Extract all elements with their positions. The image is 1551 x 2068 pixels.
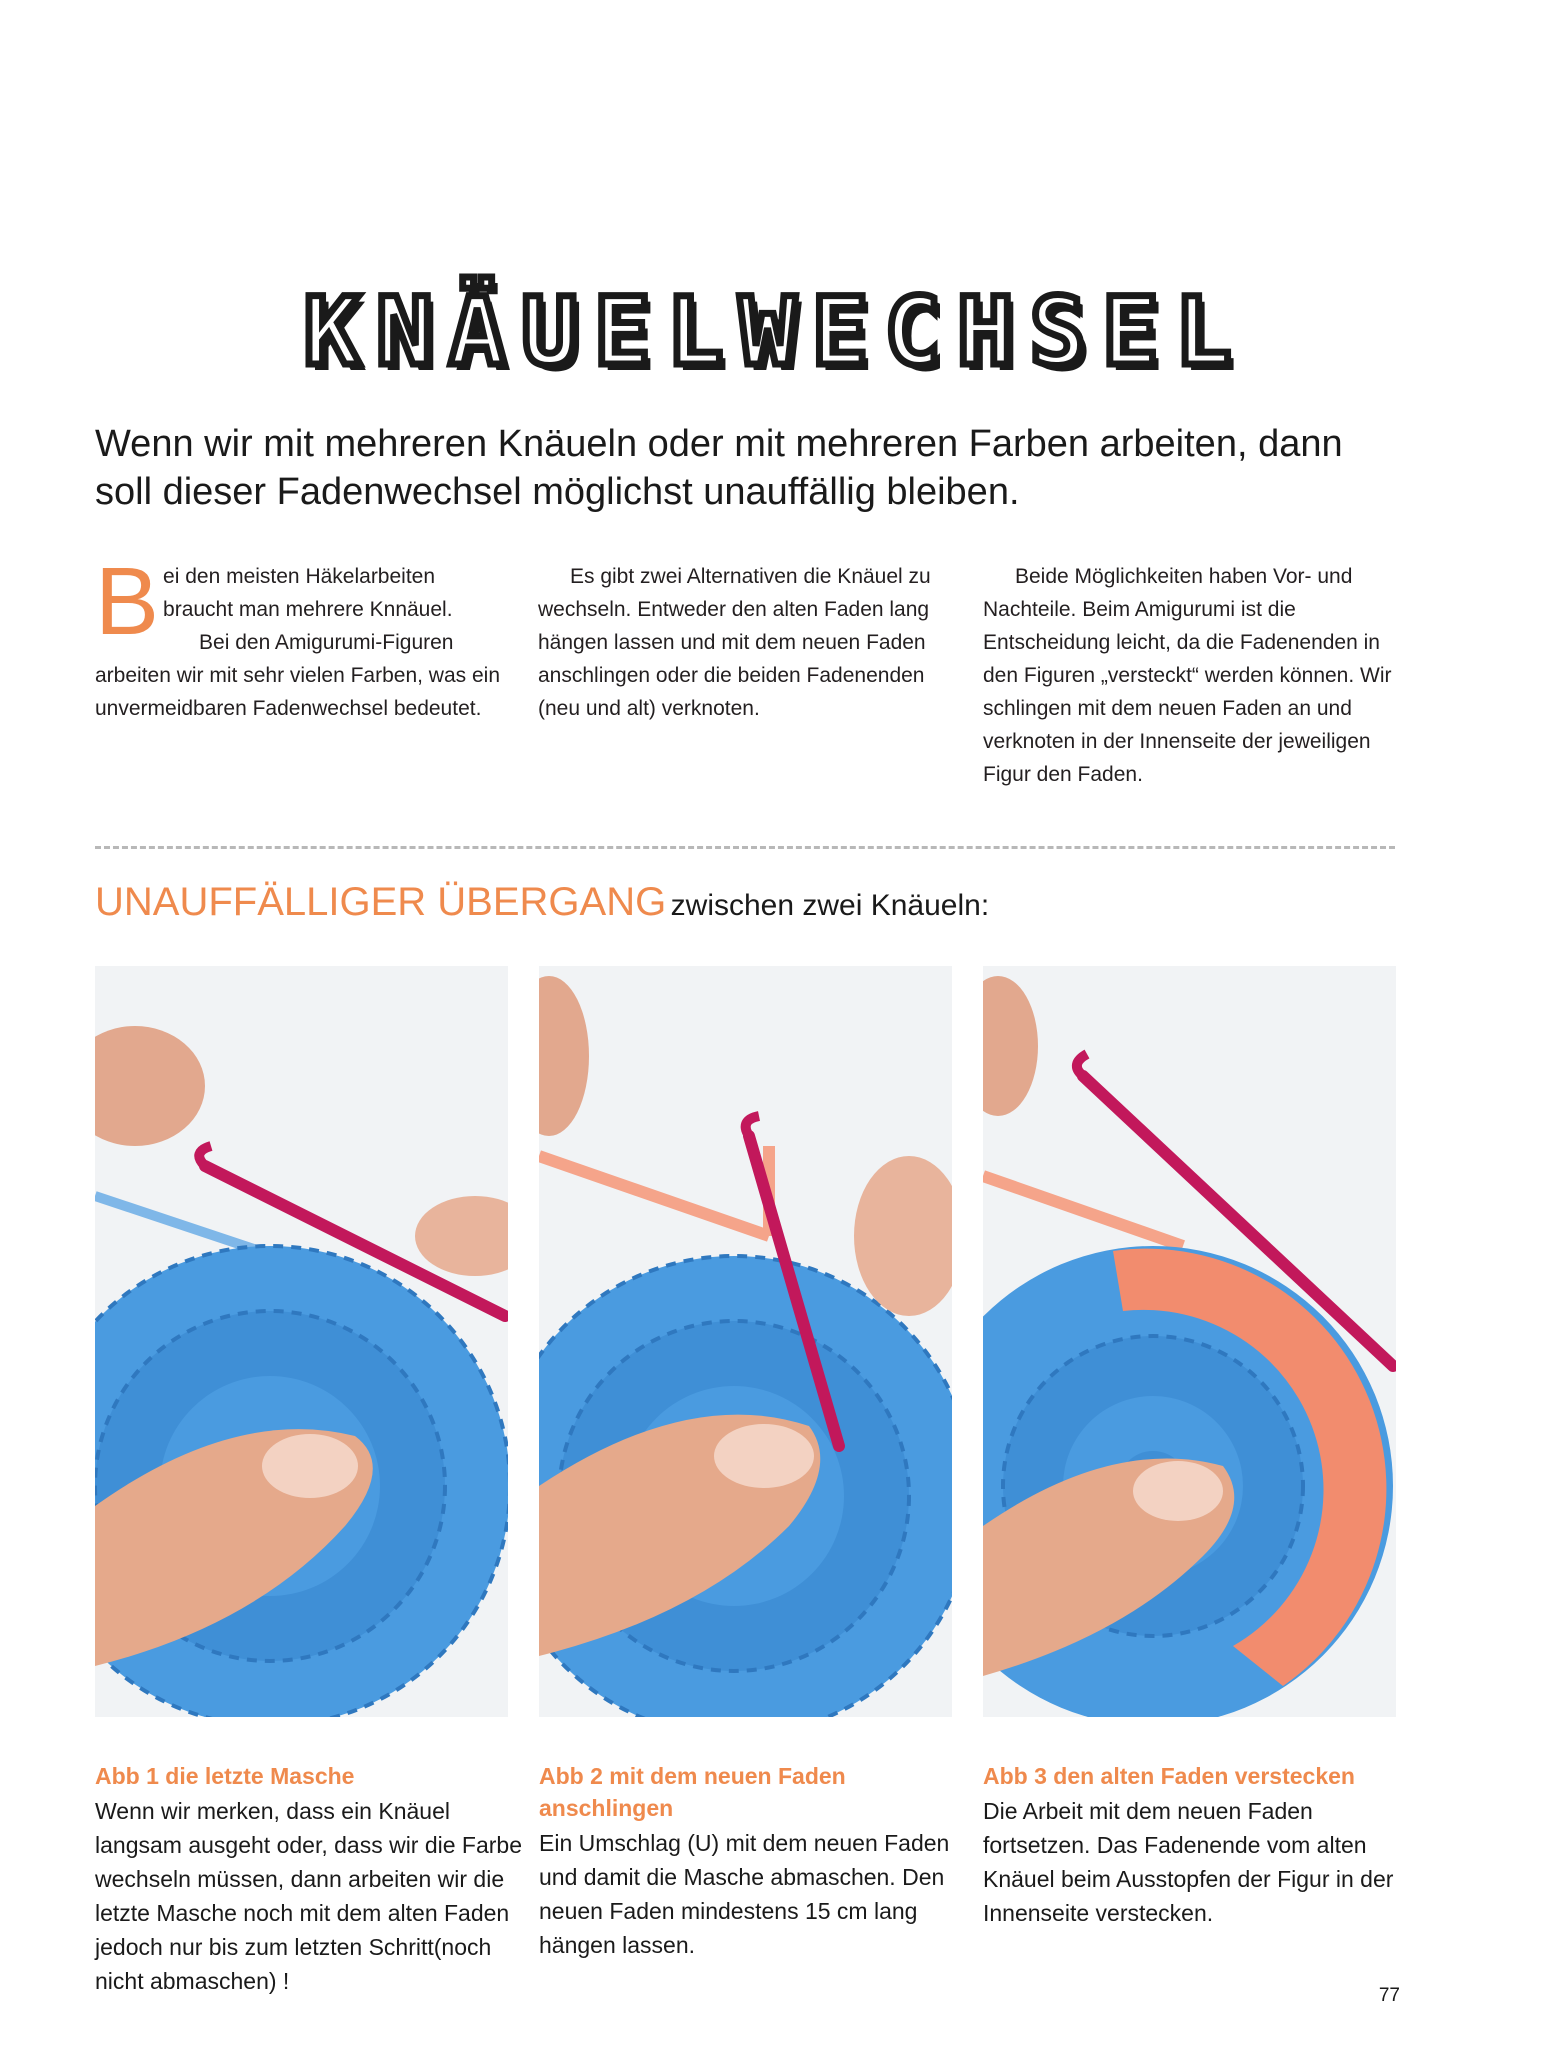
page-title — [0, 278, 1551, 387]
column-1-paragraph-1 — [95, 548, 510, 655]
figure-3-illustration — [983, 966, 1396, 1717]
column-3-text: Beide Möglichkeiten haben Vor- und Nachteile. Beim Amigurumi ist die Entscheidung leicht, da die Fadenenden in den Figuren „versteckt“ werden können. Wir schlingen mit dem neuen Faden an und verknoten in der Innenseite der jeweiligen Figur den Faden. — [983, 565, 1392, 786]
figure-1-photo — [95, 966, 508, 1717]
column-1-text: ei den meisten Häkelarbeiten braucht man mehrere Knnäuel. — [163, 565, 453, 621]
figure-1-caption-text: Wenn wir merken, dass ein Knäuel langsam ausgeht oder, dass wir die Farbe wechseln müssen, dann arbeiten wir die letzte Masche noch mit dem alten Faden jedoch nur bis zum letzten Schritt(noch nicht abmaschen) ! — [95, 1798, 523, 1994]
intro-lead: Wenn wir mit mehreren Knäueln oder mit mehreren Farben arbeiten, dann soll dieser Fadenwechsel möglichst unauffällig bleiben. — [95, 423, 1343, 513]
figure-2-caption-text: Ein Umschlag (U) mit dem neuen Faden und damit die Masche abmaschen. Den neuen Faden mindestens 15 cm lang hängen lassen. — [539, 1830, 950, 1958]
figure-1-caption-title: Abb 1 die letzte Masche — [95, 1763, 355, 1789]
figure-2-caption-title: Abb 2 mit dem neuen Faden anschlingen — [539, 1763, 846, 1821]
column-1-paragraph-2: Bei den Amigurumi-Figuren arbeiten wir mit sehr vielen Farben, was ein unvermeidbaren Fadenwechsel bedeutet. — [95, 631, 501, 720]
figure-2-illustration — [539, 966, 952, 1717]
page-number: 77 — [1378, 1985, 1400, 2006]
figure-3-caption — [983, 1760, 1403, 1930]
body-column-3 — [983, 560, 1403, 791]
figure-3-photo — [983, 966, 1396, 1717]
figure-2-caption — [539, 1760, 969, 1962]
body-column-1 — [95, 548, 510, 725]
section-heading — [95, 880, 989, 925]
section-heading-highlight: UNAUFFÄLLIGER ÜBERGANG — [95, 880, 667, 924]
section-divider — [95, 846, 1395, 849]
drop-cap: B — [95, 548, 160, 655]
body-column-2 — [538, 560, 948, 725]
figure-3-caption-text: Die Arbeit mit dem neuen Faden fortsetzen. Das Fadenende vom alten Knäuel beim Ausstopfen der Figur in der Innenseite verstecken. — [983, 1798, 1394, 1926]
section-heading-rest: zwischen zwei Knäueln: — [670, 889, 990, 922]
column-2-text: Es gibt zwei Alternativen die Knäuel zu wechseln. Entweder den alten Faden lang hängen lassen und mit dem neuen Faden anschlingen oder die beiden Fadenenden (neu und alt) verknoten. — [538, 565, 931, 720]
figure-2-photo — [539, 966, 952, 1717]
figure-1-caption — [95, 1760, 525, 1998]
page-title-text: KNÄUELWECHSEL — [303, 278, 1248, 387]
figure-1-illustration — [95, 966, 508, 1717]
figure-3-caption-title: Abb 3 den alten Faden verstecken — [983, 1763, 1355, 1789]
